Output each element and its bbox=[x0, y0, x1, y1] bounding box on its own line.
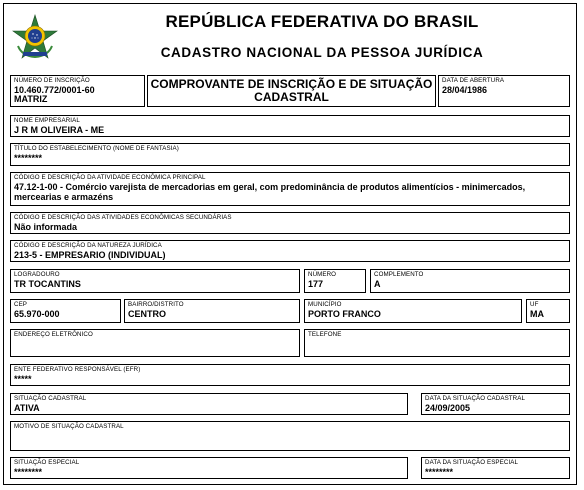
especial-label: SITUAÇÃO ESPECIAL bbox=[14, 459, 80, 466]
fantasia-value: ******** bbox=[14, 153, 43, 163]
atividade-principal-cell bbox=[10, 172, 570, 206]
inscricao-label: NÚMERO DE INSCRIÇÃO bbox=[14, 77, 90, 84]
bairro-cell bbox=[124, 299, 300, 323]
numero-label: NÚMERO bbox=[308, 271, 337, 278]
abertura-value: 28/04/1986 bbox=[442, 85, 488, 95]
brazil-coat-of-arms-icon bbox=[12, 14, 58, 60]
especial-data-cell bbox=[421, 457, 570, 479]
complemento-cell bbox=[370, 269, 570, 293]
inscricao-type: MATRIZ bbox=[14, 94, 48, 104]
motivo-label: MOTIVO DE SITUAÇÃO CADASTRAL bbox=[14, 423, 124, 430]
nome-empresarial-value: J R M OLIVEIRA - ME bbox=[14, 125, 105, 135]
atividades-secundarias-value: Não informada bbox=[14, 222, 78, 232]
efr-label: ENTE FEDERATIVO RESPONSÁVEL (EFR) bbox=[14, 366, 141, 373]
especial-cell bbox=[10, 457, 408, 479]
inscricao-cell bbox=[10, 75, 145, 107]
fantasia-cell bbox=[10, 143, 570, 166]
situacao-value: ATIVA bbox=[14, 403, 40, 413]
logradouro-label: LOGRADOURO bbox=[14, 271, 60, 278]
email-cell bbox=[10, 329, 300, 357]
fantasia-label: TÍTULO DO ESTABELECIMENTO (NOME DE FANTASIA) bbox=[14, 145, 179, 152]
complemento-label: COMPLEMENTO bbox=[374, 271, 424, 278]
municipio-value: PORTO FRANCO bbox=[308, 309, 381, 319]
logradouro-cell bbox=[10, 269, 300, 293]
cep-cell bbox=[10, 299, 121, 323]
abertura-label: DATA DE ABERTURA bbox=[442, 77, 505, 84]
logradouro-value: TR TOCANTINS bbox=[14, 279, 81, 289]
cep-label: CEP bbox=[14, 301, 28, 308]
natureza-juridica-value: 213-5 - EMPRESARIO (INDIVIDUAL) bbox=[14, 250, 166, 260]
atividade-principal-label: CÓDIGO E DESCRIÇÃO DA ATIVIDADE ECONÔMICA PRINCIPAL bbox=[14, 174, 206, 181]
comprovante-cell bbox=[147, 75, 436, 107]
bairro-value: CENTRO bbox=[128, 309, 166, 319]
atividades-secundarias-cell bbox=[10, 212, 570, 234]
situacao-data-cell bbox=[421, 393, 570, 415]
uf-cell bbox=[526, 299, 570, 323]
natureza-juridica-label: CÓDIGO E DESCRIÇÃO DA NATUREZA JURÍDICA bbox=[14, 242, 162, 249]
numero-cell bbox=[304, 269, 366, 293]
numero-value: 177 bbox=[308, 279, 324, 289]
complemento-value: A bbox=[374, 279, 381, 289]
nome-empresarial-label: NOME EMPRESARIAL bbox=[14, 117, 80, 124]
document-title: REPÚBLICA FEDERATIVA DO BRASIL bbox=[165, 12, 479, 31]
abertura-cell bbox=[438, 75, 570, 107]
motivo-cell bbox=[10, 421, 570, 451]
municipio-label: MUNICÍPIO bbox=[308, 301, 342, 308]
cep-value: 65.970-000 bbox=[14, 309, 60, 319]
bairro-label: BAIRRO/DISTRITO bbox=[128, 301, 184, 308]
situacao-data-value: 24/09/2005 bbox=[425, 403, 471, 413]
municipio-cell bbox=[304, 299, 522, 323]
inscricao-value: 10.460.772/0001-60 bbox=[14, 85, 95, 95]
atividade-principal-value: 47.12-1-00 - Comércio varejista de mercadorias em geral, com predominância de produtos alimentícios - minimercados, mercearias e armazéns bbox=[14, 182, 526, 202]
natureza-juridica-cell bbox=[10, 240, 570, 262]
telefone-cell bbox=[304, 329, 570, 357]
especial-data-value: ******** bbox=[425, 467, 454, 477]
situacao-cell bbox=[10, 393, 408, 415]
situacao-label: SITUAÇÃO CADASTRAL bbox=[14, 395, 87, 402]
especial-value: ******** bbox=[14, 467, 43, 477]
email-label: ENDEREÇO ELETRÔNICO bbox=[14, 331, 93, 338]
efr-cell bbox=[10, 364, 570, 386]
telefone-label: TELEFONE bbox=[308, 331, 342, 338]
atividades-secundarias-label: CÓDIGO E DESCRIÇÃO DAS ATIVIDADES ECONÔMICAS SECUNDÁRIAS bbox=[14, 214, 232, 221]
situacao-data-label: DATA DA SITUAÇÃO CADASTRAL bbox=[425, 395, 526, 402]
efr-value: ***** bbox=[14, 374, 32, 384]
nome-empresarial-cell bbox=[10, 115, 570, 137]
especial-data-label: DATA DA SITUAÇÃO ESPECIAL bbox=[425, 459, 519, 466]
comprovante-title: COMPROVANTE DE INSCRIÇÃO E DE SITUAÇÃO CADASTRAL bbox=[150, 77, 433, 104]
uf-label: UF bbox=[530, 301, 539, 308]
uf-value: MA bbox=[530, 309, 544, 319]
document-subtitle: CADASTRO NACIONAL DA PESSOA JURÍDICA bbox=[160, 45, 484, 60]
